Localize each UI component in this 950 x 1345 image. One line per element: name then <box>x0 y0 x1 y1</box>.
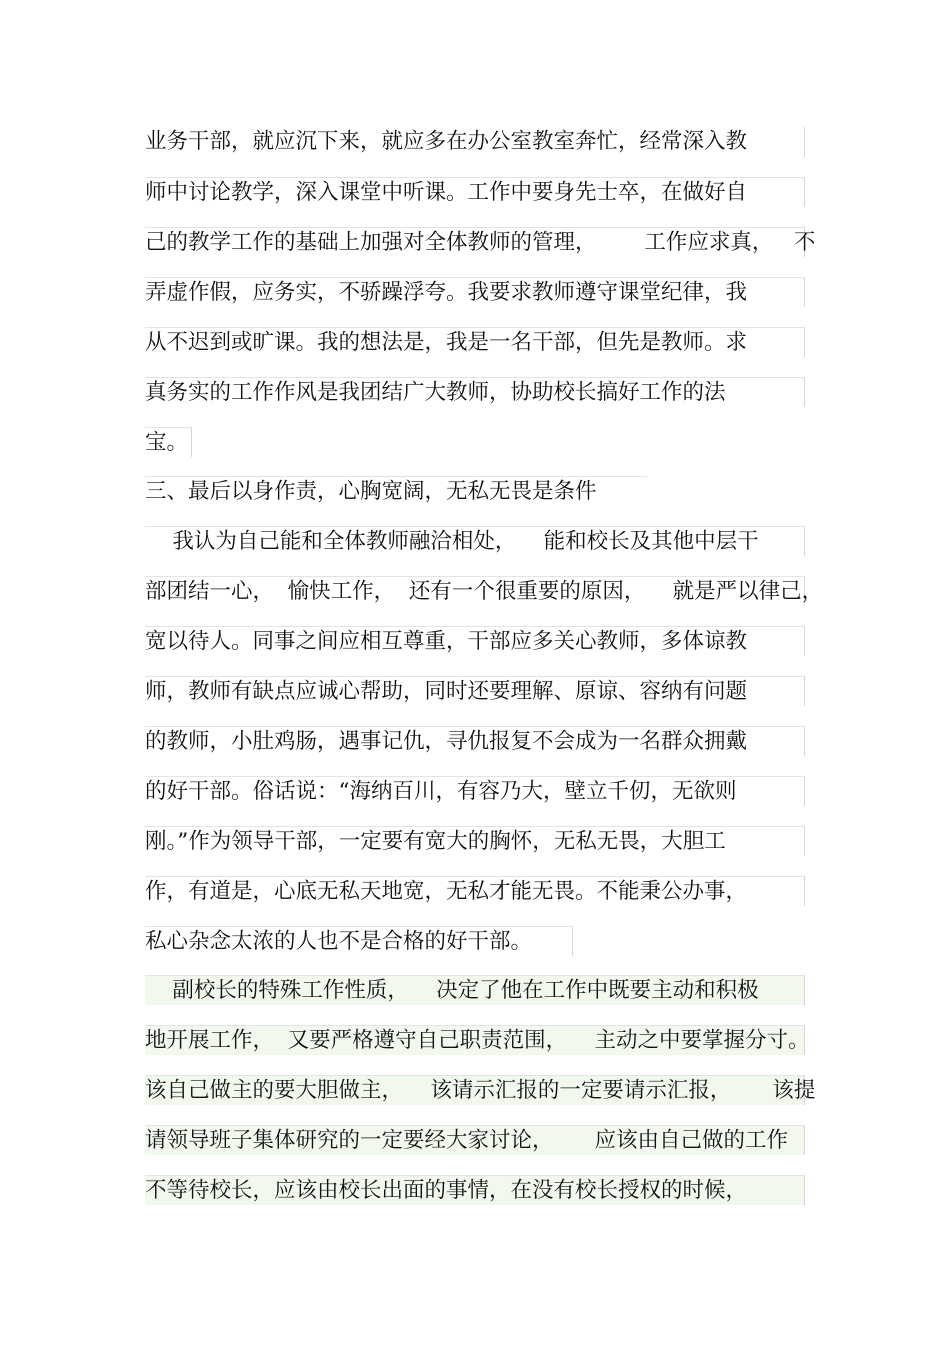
text-line: 己的教学工作的基础上加强对全体教师的管理， 工作应求真， 不 <box>145 227 805 257</box>
text-line: 师中讨论教学，深入课堂中听课。工作中要身先士卒，在做好自 <box>145 177 805 207</box>
text-line: 刚。”作为领导干部，一定要有宽大的胸怀，无私无畏，大胆工 <box>145 826 805 856</box>
text-line: 宝。 <box>145 427 192 457</box>
text-line: 的好干部。俗话说：“海纳百川，有容乃大，壁立千仞，无欲则 <box>145 776 805 806</box>
text-line: 该自己做主的要大胆做主， 该请示汇报的一定要请示汇报， 该提 <box>145 1075 805 1105</box>
text-line: 我认为自己能和全体教师融洽相处， 能和校长及其他中层干 <box>145 526 805 556</box>
section-heading: 三、最后以身作责，心胸宽阔，无私无畏是条件 <box>145 476 647 506</box>
text-line: 地开展工作， 又要严格遵守自己职责范围， 主动之中要掌握分寸。 <box>145 1025 805 1055</box>
text-line: 弄虚作假，应务实，不骄躁浮夸。我要求教师遵守课堂纪律，我 <box>145 277 805 307</box>
text-line: 部团结一心， 愉快工作， 还有一个很重要的原因， 就是严以律己， <box>145 576 805 606</box>
text-line: 副校长的特殊工作性质， 决定了他在工作中既要主动和积极 <box>145 975 805 1005</box>
text-line: 不等待校长，应该由校长出面的事情，在没有校长授权的时候， <box>145 1175 805 1205</box>
text-line: 业务干部，就应沉下来，就应多在办公室教室奔忙，经常深入教 <box>145 127 805 157</box>
text-line: 宽以待人。同事之间应相互尊重，干部应多关心教师，多体谅教 <box>145 626 805 656</box>
text-line: 师，教师有缺点应诚心帮助，同时还要理解、原谅、容纳有问题 <box>145 676 805 706</box>
text-line: 作，有道是，心底无私天地宽，无私才能无畏。不能秉公办事， <box>145 876 805 906</box>
text-line: 私心杂念太浓的人也不是合格的好干部。 <box>145 926 573 956</box>
text-line: 请领导班子集体研究的一定要经大家讨论， 应该由自己做的工作 <box>145 1125 805 1155</box>
text-line: 的教师，小肚鸡肠，遇事记仇，寻仇报复不会成为一名群众拥戴 <box>145 726 805 756</box>
text-line: 真务实的工作作风是我团结广大教师，协助校长搞好工作的法 <box>145 377 805 407</box>
text-line: 从不迟到或旷课。我的想法是，我是一名干部，但先是教师。求 <box>145 327 805 357</box>
